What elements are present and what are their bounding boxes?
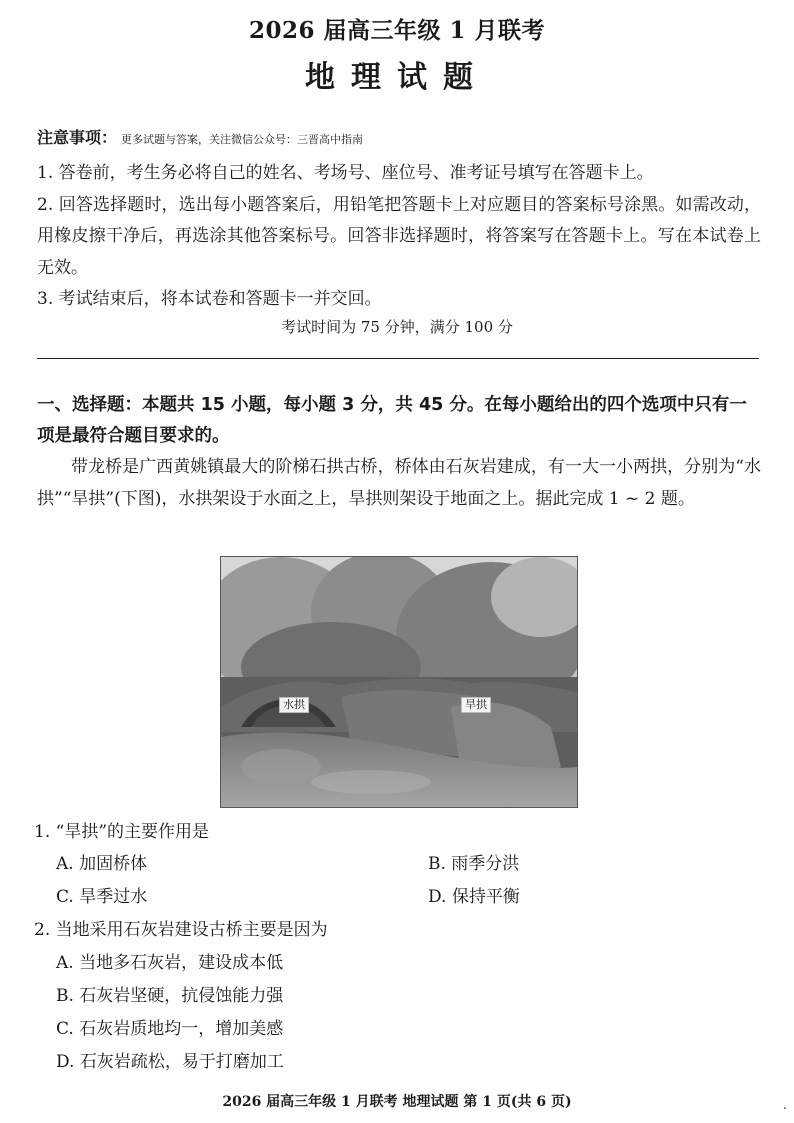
exam-time-note: 考试时间为 75 分钟，满分 100 分	[281, 318, 513, 336]
notice-label: 注意事项：	[37, 128, 118, 147]
q1-option-b: B. 雨季分洪	[428, 854, 520, 874]
exam-title: 2026 届高三年级 1 月联考	[248, 17, 546, 44]
notice-header	[37, 128, 757, 150]
q1-option-a: A. 加固桥体	[56, 854, 148, 874]
label-water-arch: 水拱	[279, 697, 309, 713]
q1-option-c: C. 旱季过水	[56, 887, 148, 907]
notice-item-2: 2. 回答选择题时，选出每小题答案后，用铅笔把答题卡上对应题目的答案标号涂黑。如需改动，用橡皮擦干净后，再选涂其他答案标号。回答非选择题时，将答案写在答题卡上。写在本试卷上无效。	[37, 194, 761, 278]
q2-option-c: C. 石灰岩质地均一，增加美感	[56, 1019, 284, 1039]
q2-option-b: B. 石灰岩坚硬，抗侵蚀能力强	[56, 986, 284, 1006]
subject-title: 地理试题	[305, 60, 489, 95]
question-stem: 带龙桥是广西黄姚镇最大的阶梯石拱古桥，桥体由石灰岩建成，有一大一小两拱，分别为“水拱”“旱拱”(下图)，水拱架设于水面之上，旱拱则架设于地面之上。据此完成 1 ~ 2 题。	[37, 457, 761, 509]
bridge-photo	[220, 556, 578, 808]
bridge-photo-image	[221, 557, 577, 807]
notice-item-3: 3. 考试结束后，将本试卷和答题卡一并交回。	[37, 289, 382, 309]
question-1: 1. “旱拱”的主要作用是	[34, 822, 210, 842]
page-footer: 2026 届高三年级 1 月联考 地理试题 第 1 页(共 6 页)	[222, 1094, 572, 1110]
q2-option-d: D. 石灰岩疏松，易于打磨加工	[56, 1052, 284, 1072]
section-heading: 一、选择题：本题共 15 小题，每小题 3 分，共 45 分。在每小题给出的四个选项中只有一项是最符合题目要求的。	[37, 395, 747, 446]
notice-item-1: 1. 答卷前，考生务必将自己的姓名、考场号、座位号、准考证号填写在答题卡上。	[37, 163, 654, 183]
footer-dot: .	[783, 1098, 787, 1112]
q1-option-d: D. 保持平衡	[428, 887, 520, 907]
watermark-text: 更多试题与答案，关注微信公众号：三晋高中指南	[121, 133, 364, 146]
notice-list	[37, 158, 761, 316]
divider-line	[37, 358, 759, 359]
label-dry-arch: 旱拱	[461, 697, 491, 713]
question-2: 2. 当地采用石灰岩建设古桥主要是因为	[34, 920, 328, 940]
q2-option-a: A. 当地多石灰岩，建设成本低	[56, 953, 284, 973]
